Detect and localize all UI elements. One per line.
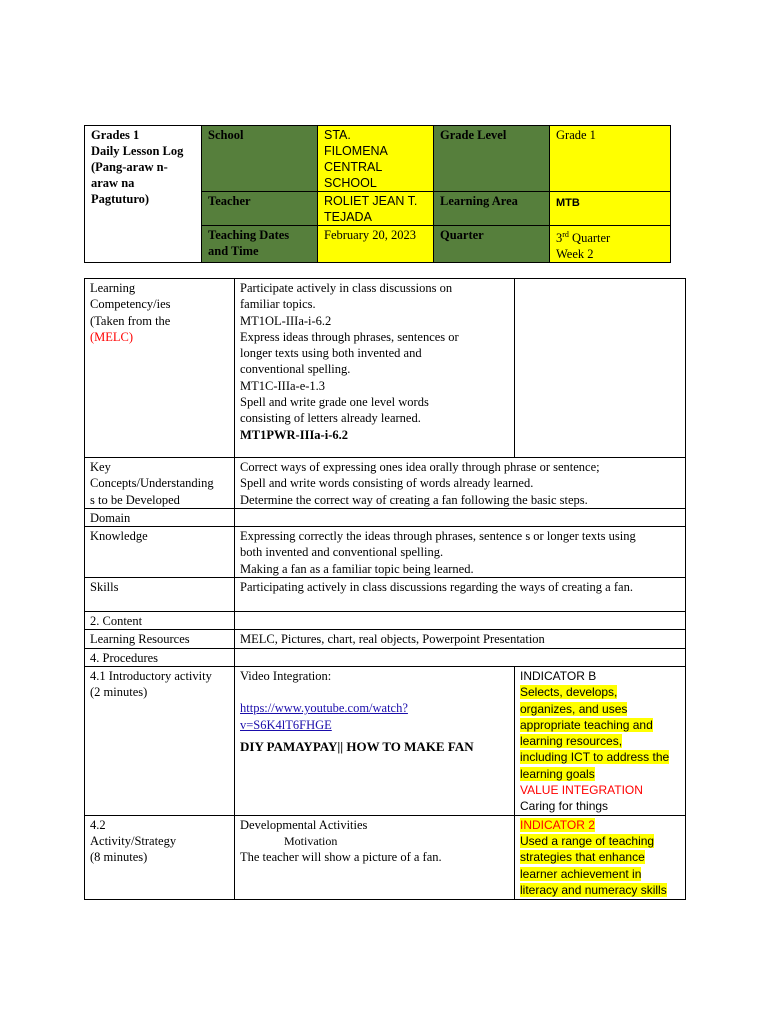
table-row <box>85 612 686 630</box>
learning-area-label: Learning Area <box>434 192 550 226</box>
content-label: 2. Content <box>85 612 235 630</box>
teaching-dates-label: Teaching Dates and Time <box>202 226 318 263</box>
key-concepts-label: Key Concepts/Understanding s to be Developed <box>85 458 235 509</box>
table-row <box>85 279 686 458</box>
dll-title: Grades 1 Daily Lesson Log (Pang-araw n- araw na Pagtuturo) <box>85 126 202 263</box>
indicator-b-cell: INDICATOR B Selects, develops, organizes, and uses appropriate teaching and learning resources, including ICT to address the learning goals VALUE INTEGRATION Caring for things <box>515 666 686 815</box>
table-row <box>85 648 686 666</box>
grade-level-label: Grade Level <box>434 126 550 192</box>
domain-label: Domain <box>85 508 235 526</box>
key-concepts-text: Correct ways of expressing ones idea orally through phrase or sentence; Spell and write words consisting of words already learned. Determine the correct way of creating a fan following the basic steps. <box>235 458 686 509</box>
resources-label: Learning Resources <box>85 630 235 648</box>
skills-label: Skills <box>85 578 235 612</box>
intro-activity-label: 4.1 Introductory activity (2 minutes) <box>85 666 235 815</box>
youtube-link[interactable]: https://www.youtube.com/watch? v=S6K4lT6FHGE <box>240 701 408 732</box>
skills-text: Participating actively in class discussions regarding the ways of creating a fan. <box>235 578 686 612</box>
school-label: School <box>202 126 318 192</box>
competency-label: Learning Competency/ies (Taken from the (MELC) <box>85 279 235 458</box>
table-row <box>85 508 686 526</box>
content-value <box>235 612 686 630</box>
table-row <box>85 815 686 899</box>
quarter-label: Quarter <box>434 226 550 263</box>
procedures-label: 4. Procedures <box>85 648 235 666</box>
indicator-2-cell: INDICATOR 2 Used a range of teaching strategies that enhance learner achievement in literacy and numeracy skills <box>515 815 686 899</box>
lesson-table <box>84 278 686 900</box>
table-row <box>85 666 686 815</box>
value-integration: VALUE INTEGRATION <box>520 783 643 798</box>
activity-strategy-text: Developmental Activities Motivation The teacher will show a picture of a fan. <box>235 815 515 899</box>
table-row <box>85 630 686 648</box>
table-row <box>85 527 686 578</box>
learning-area-value: MTB <box>550 192 671 226</box>
quarter-value: 3rd Quarter Week 2 <box>550 226 671 263</box>
school-value: STA. FILOMENA CENTRAL SCHOOL <box>318 126 434 192</box>
table-row <box>85 578 686 612</box>
knowledge-label: Knowledge <box>85 527 235 578</box>
table-row <box>85 458 686 509</box>
intro-activity-text: Video Integration: https://www.youtube.com/watch? v=S6K4lT6FHGE DIY PAMAYPAY|| HOW TO MAKE FAN <box>235 666 515 815</box>
competency-empty-cell <box>515 279 686 458</box>
header-table <box>84 125 671 263</box>
procedures-value <box>235 648 686 666</box>
resources-text: MELC, Pictures, chart, real objects, Powerpoint Presentation <box>235 630 686 648</box>
teacher-value: ROLIET JEAN T. TEJADA <box>318 192 434 226</box>
grade-level-value: Grade 1 <box>550 126 671 192</box>
diy-title: DIY PAMAYPAY|| HOW TO MAKE FAN <box>240 738 474 754</box>
teaching-dates-value: February 20, 2023 <box>318 226 434 263</box>
competency-text: Participate actively in class discussions on familiar topics. MT1OL-IIIa-i-6.2 Express ideas through phrases, sentences or longer texts using both invented and conventional spelling. MT1C-IIIa-e-1.3 Spell and write grade one level words consisting of letters already learned. MT1PWR-IIIa-i-6.2 <box>235 279 515 458</box>
competency-code: MT1PWR-IIIa-i-6.2 <box>240 427 348 442</box>
teacher-label: Teacher <box>202 192 318 226</box>
domain-value <box>235 508 686 526</box>
knowledge-text: Expressing correctly the ideas through phrases, sentence s or longer texts using both invented and conventional spelling. Making a fan as a familiar topic being learned. <box>235 527 686 578</box>
activity-strategy-label: 4.2 Activity/Strategy (8 minutes) <box>85 815 235 899</box>
